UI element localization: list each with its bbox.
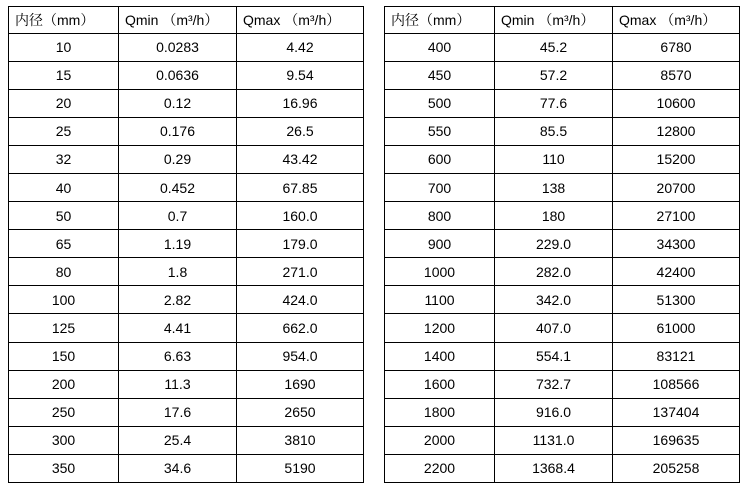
cell-inner-diameter: 40 [9,173,119,201]
cell-qmax: 179.0 [237,230,364,258]
flow-range-table-right [384,6,740,483]
cell-qmin: 1.19 [119,230,237,258]
column-header-qmin: Qmin （m³/h） [119,7,237,34]
cell-inner-diameter: 450 [385,61,495,89]
table-row [385,370,740,398]
cell-qmax: 9.54 [237,61,364,89]
cell-qmin: 0.0636 [119,61,237,89]
cell-qmax: 3810 [237,426,364,454]
cell-inner-diameter: 2200 [385,454,495,482]
cell-inner-diameter: 250 [9,398,119,426]
table-row [9,173,364,201]
column-header-qmax: Qmax （m³/h） [237,7,364,34]
cell-qmax: 8570 [613,61,740,89]
cell-qmin: 0.0283 [119,33,237,61]
cell-inner-diameter: 1600 [385,370,495,398]
table-row [9,33,364,61]
cell-qmin: 4.41 [119,314,237,342]
column-header-inner-diameter: 内径（mm） [385,7,495,34]
cell-qmax: 51300 [613,286,740,314]
cell-inner-diameter: 200 [9,370,119,398]
cell-inner-diameter: 20 [9,89,119,117]
cell-qmax: 67.85 [237,173,364,201]
cell-qmin: 138 [495,173,613,201]
cell-qmin: 57.2 [495,61,613,89]
table-row [9,342,364,370]
cell-qmin: 916.0 [495,398,613,426]
table-row [385,230,740,258]
cell-qmin: 0.29 [119,145,237,173]
cell-qmin: 0.452 [119,173,237,201]
table-row [385,173,740,201]
cell-qmin: 554.1 [495,342,613,370]
cell-inner-diameter: 32 [9,145,119,173]
cell-inner-diameter: 900 [385,230,495,258]
cell-inner-diameter: 150 [9,342,119,370]
cell-qmin: 0.12 [119,89,237,117]
cell-qmax: 954.0 [237,342,364,370]
cell-qmin: 229.0 [495,230,613,258]
table-row [9,145,364,173]
cell-qmax: 4.42 [237,33,364,61]
table-row [9,314,364,342]
cell-qmax: 26.5 [237,117,364,145]
cell-qmax: 424.0 [237,286,364,314]
cell-inner-diameter: 1000 [385,258,495,286]
cell-qmax: 5190 [237,454,364,482]
cell-qmin: 180 [495,202,613,230]
cell-inner-diameter: 300 [9,426,119,454]
cell-inner-diameter: 65 [9,230,119,258]
table-row [385,33,740,61]
table-row [9,258,364,286]
cell-inner-diameter: 600 [385,145,495,173]
cell-qmin: 17.6 [119,398,237,426]
cell-inner-diameter: 700 [385,173,495,201]
table-row [385,89,740,117]
table-row [385,258,740,286]
table-row [385,314,740,342]
table-row [9,117,364,145]
table-row [9,398,364,426]
cell-qmax: 2650 [237,398,364,426]
table-row [385,117,740,145]
cell-qmax: 15200 [613,145,740,173]
cell-qmin: 1368.4 [495,454,613,482]
cell-qmin: 6.63 [119,342,237,370]
table-row [9,89,364,117]
cell-qmax: 12800 [613,117,740,145]
cell-qmin: 732.7 [495,370,613,398]
column-header-qmax: Qmax （m³/h） [613,7,740,34]
cell-qmax: 1690 [237,370,364,398]
cell-qmin: 34.6 [119,454,237,482]
cell-qmin: 0.7 [119,202,237,230]
table-row [385,61,740,89]
cell-qmax: 27100 [613,202,740,230]
table-row [9,370,364,398]
cell-qmax: 271.0 [237,258,364,286]
cell-inner-diameter: 80 [9,258,119,286]
cell-qmax: 205258 [613,454,740,482]
table-row [385,145,740,173]
cell-qmin: 25.4 [119,426,237,454]
cell-inner-diameter: 350 [9,454,119,482]
cell-qmin: 110 [495,145,613,173]
table-row [9,286,364,314]
cell-inner-diameter: 2000 [385,426,495,454]
cell-qmin: 77.6 [495,89,613,117]
column-header-inner-diameter: 内径（mm） [9,7,119,34]
table-row [9,230,364,258]
cell-qmax: 6780 [613,33,740,61]
cell-inner-diameter: 1800 [385,398,495,426]
cell-inner-diameter: 800 [385,202,495,230]
cell-inner-diameter: 15 [9,61,119,89]
cell-inner-diameter: 1100 [385,286,495,314]
table-row [385,454,740,482]
table-row [9,61,364,89]
cell-qmin: 342.0 [495,286,613,314]
table-header-row [9,7,364,34]
table-row [9,454,364,482]
cell-qmax: 10600 [613,89,740,117]
cell-inner-diameter: 100 [9,286,119,314]
cell-inner-diameter: 50 [9,202,119,230]
cell-qmin: 282.0 [495,258,613,286]
table-row [385,286,740,314]
cell-inner-diameter: 550 [385,117,495,145]
cell-inner-diameter: 1200 [385,314,495,342]
cell-qmax: 108566 [613,370,740,398]
table-row [9,426,364,454]
cell-qmin: 85.5 [495,117,613,145]
cell-qmax: 662.0 [237,314,364,342]
flow-range-table-left [8,6,364,483]
cell-qmin: 11.3 [119,370,237,398]
cell-qmax: 20700 [613,173,740,201]
cell-qmax: 61000 [613,314,740,342]
column-header-qmin: Qmin （m³/h） [495,7,613,34]
table-row [385,342,740,370]
cell-qmin: 0.176 [119,117,237,145]
cell-qmin: 2.82 [119,286,237,314]
cell-qmin: 1131.0 [495,426,613,454]
table-header-row [385,7,740,34]
cell-qmin: 45.2 [495,33,613,61]
cell-inner-diameter: 25 [9,117,119,145]
cell-qmax: 160.0 [237,202,364,230]
cell-inner-diameter: 10 [9,33,119,61]
cell-inner-diameter: 500 [385,89,495,117]
cell-qmax: 34300 [613,230,740,258]
cell-qmax: 42400 [613,258,740,286]
table-row [385,426,740,454]
cell-qmax: 137404 [613,398,740,426]
cell-qmin: 407.0 [495,314,613,342]
cell-inner-diameter: 1400 [385,342,495,370]
cell-qmax: 43.42 [237,145,364,173]
cell-qmax: 83121 [613,342,740,370]
table-row [385,398,740,426]
cell-qmax: 16.96 [237,89,364,117]
cell-inner-diameter: 400 [385,33,495,61]
cell-inner-diameter: 125 [9,314,119,342]
cell-qmin: 1.8 [119,258,237,286]
table-row [385,202,740,230]
table-row [9,202,364,230]
cell-qmax: 169635 [613,426,740,454]
